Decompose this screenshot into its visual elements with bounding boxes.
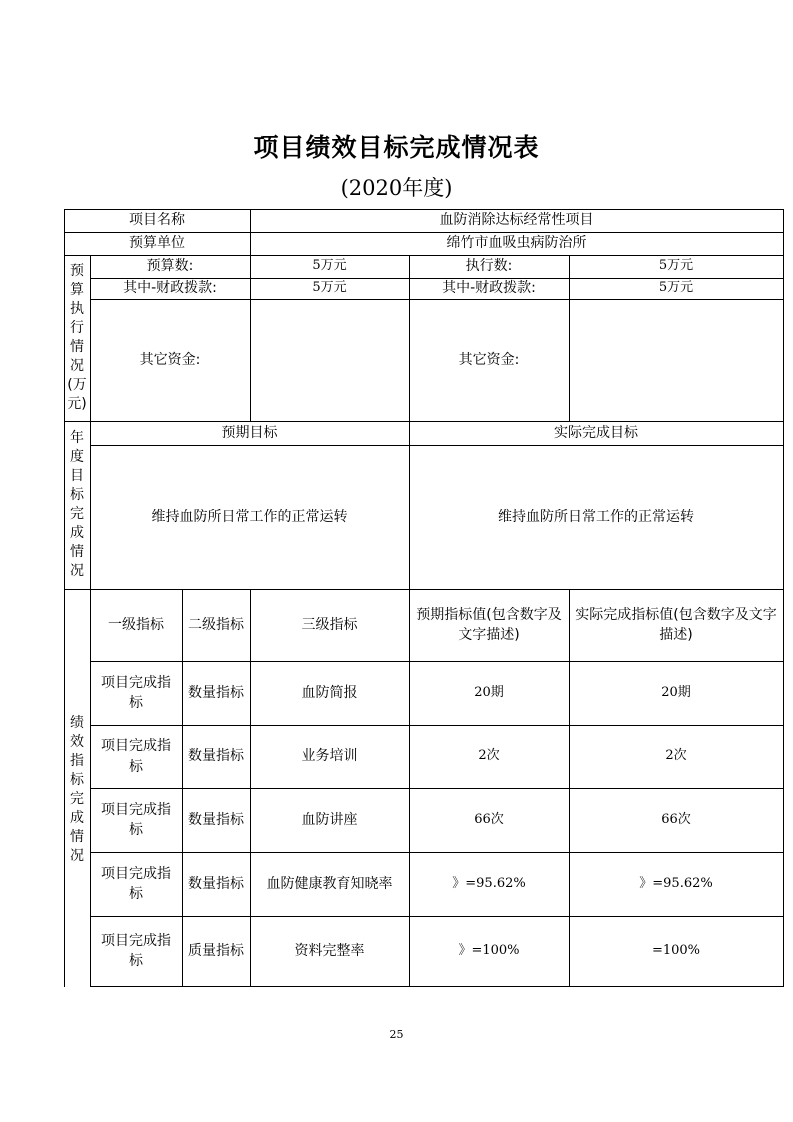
exec-amount-label: 执行数: xyxy=(465,258,513,275)
table-row-3-level1: 项目完成指标 xyxy=(101,801,171,838)
table-row-3-actual: 66次 xyxy=(661,811,691,827)
fiscal-budget-label: 其中-财政拨款: xyxy=(123,280,217,297)
table-row-2-level2: 数量指标 xyxy=(188,748,244,765)
table-row-2-actual: 2次 xyxy=(665,748,687,764)
table-row-1-actual: 20期 xyxy=(661,684,691,700)
table-row-4-level1: 项目完成指标 xyxy=(101,865,171,902)
other-funds-budget-label: 其它资金: xyxy=(139,351,201,368)
table-row-2-level1: 项目完成指标 xyxy=(101,738,171,775)
project-name-value: 血防消除达标经常性项目 xyxy=(439,212,594,229)
header-level3: 三级指标 xyxy=(301,616,358,633)
table-row-3-level3: 血防讲座 xyxy=(301,811,358,828)
table-row-4-level3: 血防健康教育知晓率 xyxy=(266,875,393,892)
project-name-label: 项目名称 xyxy=(129,212,185,229)
actual-target-header: 实际完成目标 xyxy=(554,424,638,441)
table-row-5-actual: =100% xyxy=(651,942,701,958)
table-row-5-level3: 资料完整率 xyxy=(294,942,365,959)
budget-exec-side-label: 预 算 执 行 情 况 (万 元) xyxy=(67,262,87,413)
budget-amount-label: 预算数: xyxy=(146,258,194,275)
performance-side-label: 绩 效 指 标 完 成 情 况 xyxy=(70,714,84,865)
page-title: 项目绩效目标完成情况表 xyxy=(253,133,540,162)
table-row-4-actual: 》=95.62% xyxy=(639,875,713,891)
table-row-5-expected: 》=100% xyxy=(458,942,520,958)
page-number: 25 xyxy=(389,1028,404,1041)
table-row-5-level2: 质量指标 xyxy=(188,942,244,959)
header-expected-value: 预期指标值(包含数字及文字描述) xyxy=(416,606,562,643)
annual-target-side-label: 年 度 目 标 完 成 情 况 xyxy=(70,429,84,580)
table-row-4-level2: 数量指标 xyxy=(188,875,244,892)
actual-target-text: 维持血防所日常工作的正常运转 xyxy=(498,508,694,525)
expected-target-header: 预期目标 xyxy=(221,424,278,441)
table-row-5-level1: 项目完成指标 xyxy=(101,932,171,969)
fiscal-budget-value: 5万元 xyxy=(312,280,347,296)
table-row-1-level3: 血防简报 xyxy=(301,684,358,701)
other-funds-exec-label: 其它资金: xyxy=(458,351,520,368)
fiscal-exec-label: 其中-财政拨款: xyxy=(442,280,536,297)
table-row-1-expected: 20期 xyxy=(474,684,504,700)
expected-target-text: 维持血防所日常工作的正常运转 xyxy=(151,508,348,525)
table-row-3-level2: 数量指标 xyxy=(188,811,244,828)
table-row-2-expected: 2次 xyxy=(478,748,500,764)
page-subtitle: (2020年度) xyxy=(340,176,453,200)
table-row-1-level2: 数量指标 xyxy=(188,684,244,701)
header-level2: 二级指标 xyxy=(188,616,244,633)
header-actual-value: 实际完成指标值(包含数字及文字描述) xyxy=(575,606,777,643)
table-row-4-expected: 》=95.62% xyxy=(452,875,526,891)
table-row-1-level1: 项目完成指标 xyxy=(101,674,171,711)
budget-amount-value: 5万元 xyxy=(312,258,347,274)
header-level1: 一级指标 xyxy=(108,616,164,633)
fiscal-exec-value: 5万元 xyxy=(658,280,694,296)
exec-amount-value: 5万元 xyxy=(658,258,694,274)
budget-unit-value: 绵竹市血吸虫病防治所 xyxy=(446,235,587,252)
table-row-2-level3: 业务培训 xyxy=(301,748,358,765)
budget-unit-label: 预算单位 xyxy=(129,235,185,252)
table-row-3-expected: 66次 xyxy=(474,811,504,827)
